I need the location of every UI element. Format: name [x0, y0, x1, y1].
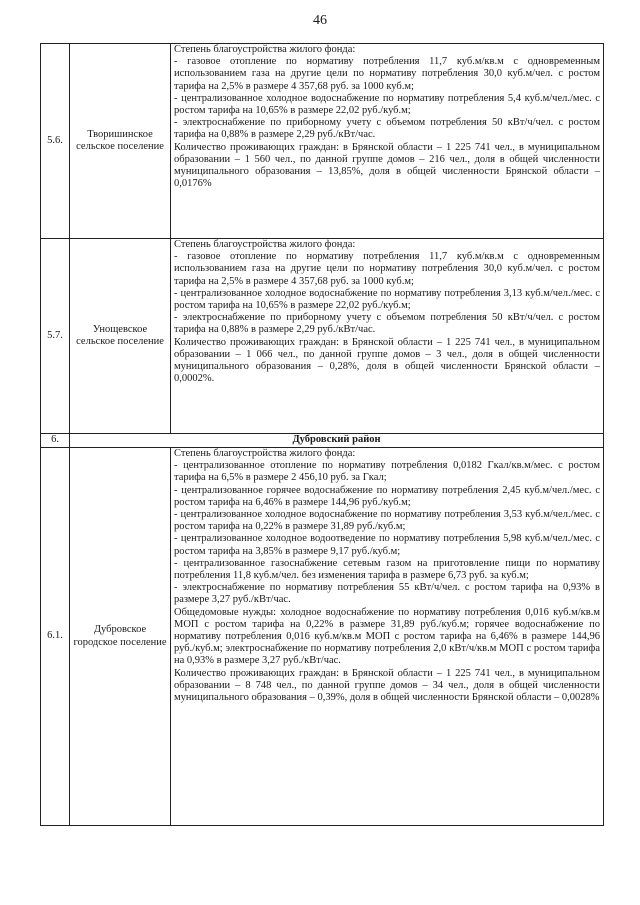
row-number: 5.7. [41, 239, 70, 434]
page-number: 46 [313, 13, 327, 28]
paragraph: - электроснабжение по приборному учету с объемом потребления 50 кВт/ч/чел. с ростом тарифа на 0,88% в размере 2,29 руб./кВт/час. [174, 117, 600, 141]
paragraph: - централизованное холодное водоотведение по нормативу потребления 5,98 куб.м/чел./мес. с ростом тарифа на 3,85% в размере 9,17 руб./куб.м; [174, 533, 600, 557]
paragraph: Степень благоустройства жилого фонда: [174, 448, 356, 459]
section-header-row [41, 434, 604, 448]
table-row [41, 44, 604, 239]
row-number: 6.1. [41, 448, 70, 826]
paragraph: Количество проживающих граждан: в Брянской области – 1 225 741 чел., в муниципальном образовании – 8 748 чел., по данной группе домов – 34 чел., доля в общей численности муниципального образования – 0,39%, доля в общей численности Брянской области – 0,0028% [174, 667, 600, 704]
paragraph: Степень благоустройства жилого фонда: [174, 239, 356, 250]
section-title: Дубровский район [70, 434, 604, 448]
paragraph: - газовое отопление по нормативу потребления 11,7 куб.м/кв.м с одновременным использованием газа на другие цели по нормативу потребления 30,0 куб.м/чел. с ростом тарифа на 2,5% в размере 4 357,68 руб. за 1000 куб.м; [174, 56, 600, 92]
table-row [41, 239, 604, 434]
settlement-name: Дубровское городское поселение [70, 448, 171, 826]
paragraph: - электроснабжение по приборному учету с объемом потребления 50 кВт/ч/чел. с ростом тарифа на 0,88% в размере 2,29 руб./кВт/час. [174, 312, 600, 336]
settlement-name: Унощевское сельское поселение [70, 239, 171, 434]
paragraph: Количество проживающих граждан: в Брянской области – 1 225 741 чел., в муниципальном образовании – 1 066 чел., по данной группе домов – 3 чел., доля в общей численности муниципального образования – 0,28%, доля в общей численности Брянской области – 0,0002%. [174, 336, 600, 385]
paragraph: Степень благоустройства жилого фонда: [174, 44, 356, 55]
paragraph: Количество проживающих граждан: в Брянской области – 1 225 741 чел., в муниципальном образовании – 1 560 чел., по данной группе домов – 216 чел., доля в общей численности муниципального образования – 13,85%, доля в общей численности Брянской области – 0,0176% [174, 141, 600, 190]
paragraph: - централизованное холодное водоснабжение по нормативу потребления 3,13 куб.м/чел./мес. с ростом тарифа на 10,65% в размере 22,02 руб./куб.м; [174, 287, 600, 312]
section-number: 6. [41, 434, 70, 448]
paragraph: Общедомовые нужды: холодное водоснабжение по нормативу потребления 0,016 куб.м/кв.м МОП с ростом тарифа на 0,22% в размере 31,89 руб./куб.м; горячее водоснабжение по нормативу потребления 0,016 куб.м/кв.м МОП с ростом тарифа на 6,46% в размере 144,96 руб./куб.м; электроснабжение по нормативу потребления 2,0 кВт/ч/кв.м МОП с ростом тарифа на 0,93% в размере 3,27 руб./кВт/час. [174, 606, 600, 667]
paragraph: - централизованное горячее водоснабжение по нормативу потребления 2,45 куб.м/чел./мес. с ростом тарифа на 6,46% в размере 144,96 руб./куб.м; [174, 484, 600, 508]
paragraph: - централизованное отопление по нормативу потребления 0,0182 Гкал/кв.м/мес. с ростом тарифа на 6,5% в размере 2 456,10 руб. за Гкал; [174, 460, 600, 484]
row-content [171, 448, 604, 826]
row-content [171, 44, 604, 239]
paragraph: - централизованное газоснабжение сетевым газом на приготовление пищи по нормативу потребления 11,8 куб.м/чел. без изменения тарифа в размере 6,73 руб. за куб.м; [174, 557, 600, 582]
paragraph: - централизованное холодное водоснабжение по нормативу потребления 5,4 куб.м/чел./мес. с ростом тарифа на 10,65% в размере 22,02 руб./куб.м; [174, 92, 600, 117]
tariff-table [40, 43, 604, 826]
row-number: 5.6. [41, 44, 70, 239]
paragraph: - централизованное холодное водоснабжение по нормативу потребления 3,53 куб.м/чел./мес. с ростом тарифа на 0,22% в размере 31,89 руб./куб.м; [174, 509, 600, 533]
settlement-name: Творишинское сельское поселение [70, 44, 171, 239]
row-content [171, 239, 604, 434]
paragraph: - газовое отопление по нормативу потребления 11,7 куб.м/кв.м с одновременным использованием газа на другие цели по нормативу потребления 30,0 куб.м/чел. с ростом тарифа на 2,5% в размере 4 357,68 руб. за 1000 куб.м; [174, 251, 600, 287]
table-row [41, 448, 604, 826]
paragraph: - электроснабжение по нормативу потребления 55 кВт/ч/чел. с ростом тарифа на 0,93% в размере 3,27 руб./кВт/час. [174, 582, 600, 606]
